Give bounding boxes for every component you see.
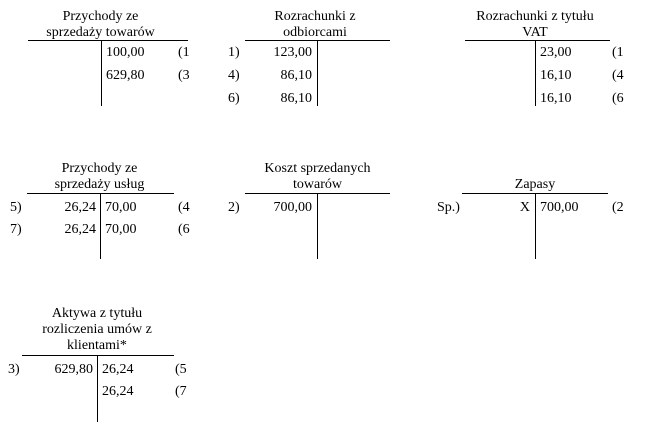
debit-amount: 26,24: [64, 200, 96, 215]
debit-ref: 7): [10, 222, 22, 237]
credit-ref: (7: [175, 384, 187, 399]
t-account-vertical-line: [317, 193, 318, 259]
t-account-vertical-line: [101, 40, 102, 106]
credit-amount: 26,24: [102, 362, 134, 377]
account-title: Aktywa z tytułu rozliczenia umów z klientami*: [42, 306, 152, 353]
debit-amount: X: [519, 200, 530, 215]
debit-amount: 700,00: [273, 200, 312, 215]
t-account-vertical-line: [535, 40, 536, 106]
debit-ref: 5): [10, 200, 22, 215]
account-title: Rozrachunki z odbiorcami: [274, 9, 356, 40]
credit-amount: 16,10: [540, 91, 572, 106]
t-account-horizontal-line: [465, 40, 610, 41]
debit-amount: 86,10: [280, 68, 312, 83]
credit-amount: 70,00: [105, 200, 137, 215]
debit-amount: 629,80: [54, 362, 93, 377]
credit-ref: (1: [178, 45, 190, 60]
credit-ref: (3: [178, 68, 190, 83]
debit-ref: 3): [8, 362, 20, 377]
t-account-vertical-line: [317, 40, 318, 106]
credit-ref: (6: [612, 91, 624, 106]
debit-amount: 123,00: [273, 45, 312, 60]
credit-ref: (4: [612, 68, 624, 83]
credit-ref: (5: [175, 362, 187, 377]
account-title: Zapasy: [514, 177, 556, 192]
credit-amount: 16,10: [540, 68, 572, 83]
account-title: Rozrachunki z tytułu VAT: [476, 9, 594, 40]
debit-ref: Sp.): [437, 200, 460, 215]
credit-amount: 70,00: [105, 222, 137, 237]
account-title: Koszt sprzedanych towarów: [264, 161, 371, 192]
credit-ref: (6: [178, 222, 190, 237]
credit-amount: 26,24: [102, 384, 134, 399]
credit-amount: 700,00: [540, 200, 579, 215]
credit-ref: (4: [178, 200, 190, 215]
debit-amount: 26,24: [64, 222, 96, 237]
credit-ref: (2: [612, 200, 624, 215]
t-account-vertical-line: [97, 355, 98, 422]
debit-ref: 1): [228, 45, 240, 60]
debit-amount: 86,10: [280, 91, 312, 106]
t-account-horizontal-line: [28, 40, 188, 41]
account-title: Przychody ze sprzedaży usług: [54, 161, 145, 192]
t-account-vertical-line: [535, 193, 536, 259]
credit-amount: 100,00: [106, 45, 145, 60]
t-account-vertical-line: [100, 193, 101, 259]
t-account-horizontal-line: [22, 355, 174, 356]
credit-ref: (1: [612, 45, 624, 60]
debit-ref: 6): [228, 91, 240, 106]
credit-amount: 629,80: [106, 68, 145, 83]
credit-amount: 23,00: [540, 45, 572, 60]
debit-ref: 2): [228, 200, 240, 215]
debit-ref: 4): [228, 68, 240, 83]
account-title: Przychody ze sprzedaży towarów: [46, 9, 155, 40]
